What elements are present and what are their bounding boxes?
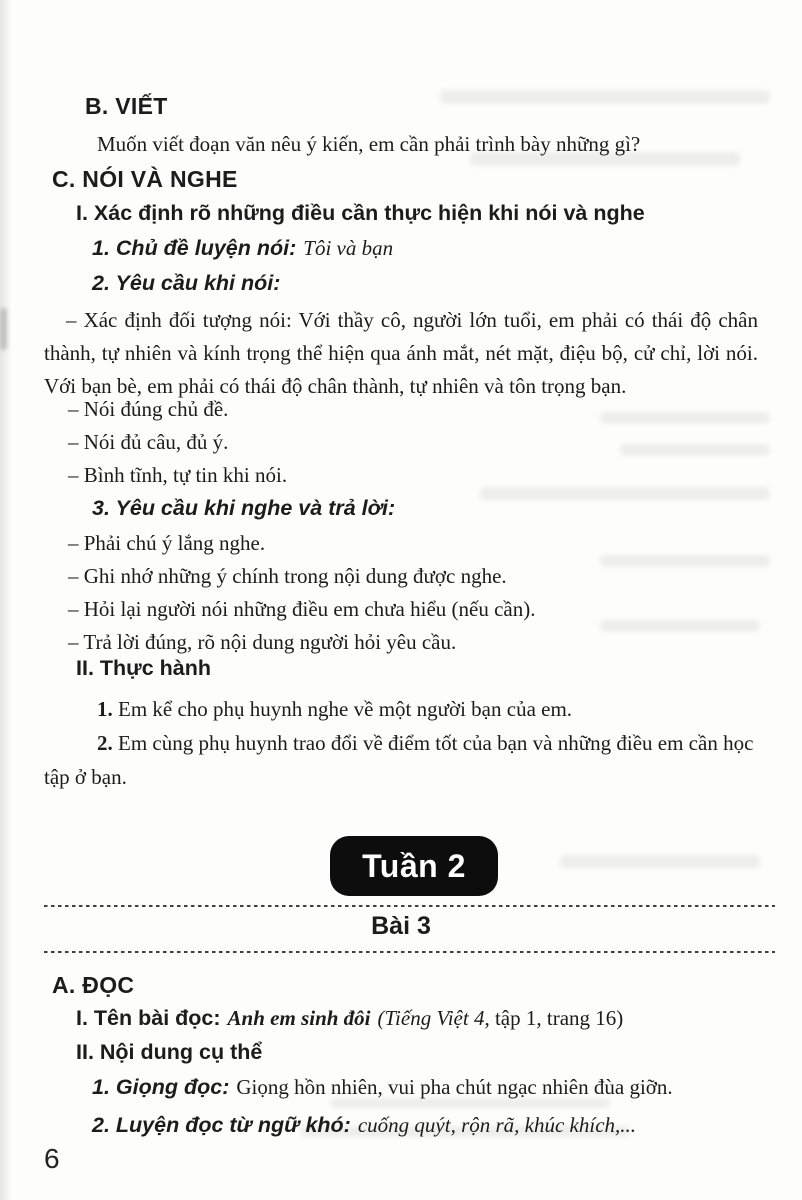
listen-point: – Ghi nhớ những ý chính trong nội dung được nghe.	[68, 564, 507, 588]
task-text: Em kể cho phụ huynh nghe về một người bạn của em.	[112, 697, 573, 721]
bleedthrough-smudge	[620, 444, 770, 456]
listen-point: – Trả lời đúng, rõ nội dung người hỏi yêu cầu.	[68, 630, 457, 654]
voice-value: Giọng hồn nhiên, vui pha chút ngạc nhiên đùa giỡn.	[236, 1075, 673, 1099]
divider-dotted-line	[44, 904, 775, 907]
part1-heading: I. Xác định rõ những điều cần thực hiện khi nói và nghe	[76, 201, 645, 225]
task-number: 2.	[97, 731, 113, 755]
topic-line	[92, 236, 393, 261]
content-heading: II. Nội dung cụ thể	[76, 1040, 263, 1064]
audience-paragraph: – Xác định đối tượng nói: Với thầy cô, người lớn tuổi, em phải có thái độ chân thành, tự nhiên và kính trọng thể hiện qua ánh mắt, nét mặt, điệu bộ, cử chỉ, lời nói. Với bạn bè, em phải có thái độ chân thành, tự nhiên và tôn trọng bạn.	[44, 308, 758, 398]
listen-point: – Hỏi lại người nói những điều em chưa hiểu (nếu cần).	[68, 597, 536, 621]
voice-label: 1. Giọng đọc:	[92, 1075, 230, 1099]
listen-requirements-label: 3. Yêu cầu khi nghe và trả lời:	[92, 496, 396, 520]
bleedthrough-smudge	[600, 620, 760, 632]
section-heading-noi-va-nghe: C. NÓI VÀ NGHE	[52, 166, 238, 192]
part2-heading: II. Thực hành	[76, 656, 212, 680]
practice-task	[44, 692, 758, 726]
bleedthrough-smudge	[600, 412, 770, 424]
reading-source-italic: (Tiếng Việt 4	[377, 1006, 485, 1030]
reading-title-line	[76, 1006, 623, 1031]
speak-point: – Nói đúng chủ đề.	[68, 397, 229, 421]
task-text: Em cùng phụ huynh trao đổi về điểm tốt của bạn và những điều em cần học tập ở bạn.	[44, 731, 754, 789]
practice-task	[44, 726, 758, 794]
divider-dotted-line	[44, 950, 775, 953]
listen-point: – Phải chú ý lắng nghe.	[68, 531, 266, 555]
task-number: 1.	[97, 697, 113, 721]
topic-value: Tôi và bạn	[303, 236, 394, 260]
bleedthrough-smudge	[560, 855, 760, 868]
bleedthrough-smudge	[440, 90, 770, 104]
viet-question: Muốn viết đoạn văn nêu ý kiến, em cần phải trình bày những gì?	[97, 132, 641, 156]
section-heading-viet: B. VIẾT	[85, 93, 168, 119]
bleedthrough-smudge	[480, 487, 770, 500]
week-badge	[330, 836, 498, 896]
reading-title-label: I. Tên bài đọc:	[76, 1006, 221, 1030]
vocab-label: 2. Luyện đọc từ ngữ khó:	[92, 1113, 351, 1137]
scan-edge-shade	[0, 0, 12, 1200]
reading-title-value: Anh em sinh đôi	[227, 1006, 371, 1030]
week-badge-label: Tuần 2	[362, 847, 466, 884]
lesson-title: Bài 3	[371, 912, 431, 940]
section-heading-doc: A. ĐỌC	[52, 972, 135, 998]
reading-source-rest: , tập 1, trang 16)	[484, 1006, 624, 1030]
scan-edge-mark	[0, 308, 7, 350]
speak-requirements-label: 2. Yêu cầu khi nói:	[92, 271, 281, 295]
bleedthrough-smudge	[600, 555, 770, 567]
vocab-value: cuống quýt, rộn rã, khúc khích,...	[357, 1113, 637, 1137]
topic-label: 1. Chủ đề luyện nói:	[92, 236, 297, 260]
speak-point: – Bình tĩnh, tự tin khi nói.	[68, 463, 288, 487]
voice-line	[92, 1075, 673, 1100]
vocab-line	[92, 1113, 636, 1138]
page-number: 6	[44, 1143, 60, 1174]
speak-point: – Nói đủ câu, đủ ý.	[68, 430, 229, 454]
